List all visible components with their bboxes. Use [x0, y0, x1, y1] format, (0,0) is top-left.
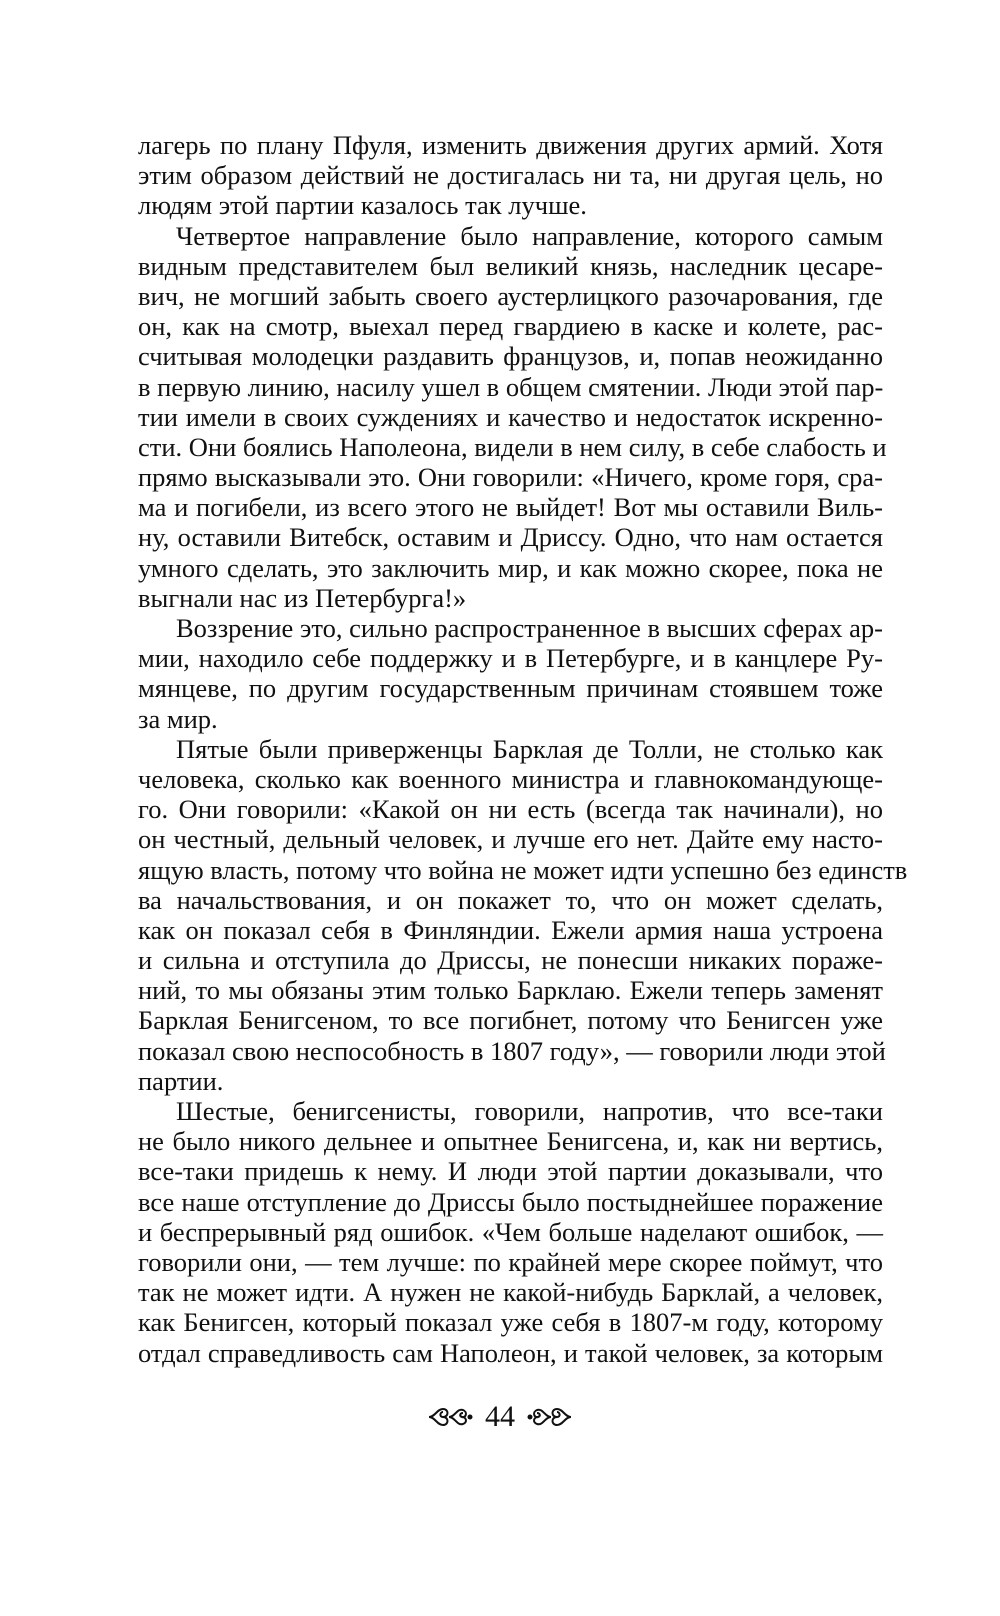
- text-line-11: сти. Они боялись Наполеона, видели в нем силу, в себе слабость и: [138, 431, 887, 462]
- text-line-9: в первую линию, насилу ушел в общем смятении. Люди этой пар-: [138, 371, 884, 402]
- text-line-13: ма и погибели, из всего этого не выйдет! Вот мы оставили Виль-: [138, 492, 883, 523]
- text-line-17: Воззрение это, сильно распространенное в высших сферах ар-: [176, 613, 883, 643]
- text-line-36: все наше отступление до Дриссы было постыднейшее поражение: [138, 1186, 883, 1217]
- text-line-2: этим образом действий не достигалась ни та, ни другая цель, но: [138, 160, 883, 191]
- text-line-15: умного сделать, это заключить мир, и как можно скорее, пока не: [138, 552, 883, 583]
- text-line-27: как он показал себя в Финляндии. Ежели армия наша устроена: [138, 914, 883, 945]
- text-line-29: ний, то мы обязаны этим только Барклаю. Ежели теперь заменят: [138, 975, 883, 1006]
- text-line-1: лагерь по плану Пфуля, изменить движения других армий. Хотя: [138, 130, 883, 160]
- body-text: [138, 130, 908, 1368]
- text-line-35: все-таки придешь к нему. И люди этой партии доказывали, что: [138, 1156, 883, 1187]
- text-line-34: не было никого дельнее и опытнее Бенигсена, и, как ни вертись,: [138, 1126, 883, 1157]
- text-line-40: как Бенигсен, который показал уже себя в 1807-м году, которому: [138, 1307, 883, 1338]
- text-line-23: го. Они говорили: «Какой он ни есть (всегда так начинали), но: [138, 794, 883, 825]
- text-line-32: партии.: [138, 1065, 224, 1096]
- text-line-19: мянцеве, по другим государственным причинам стоявшем тоже: [138, 673, 883, 704]
- text-line-14: ну, оставили Витебск, оставим и Дриссу. Одно, что нам остается: [138, 522, 883, 553]
- text-line-31: показал свою неспособность в 1807 году», — говорили люди этой: [138, 1035, 886, 1066]
- text-line-7: он, как на смотр, выехал перед гвардиею в каске и колете, рас-: [138, 311, 883, 342]
- text-line-12: прямо высказывали это. Они говорили: «Ничего, кроме горя, сра-: [138, 462, 883, 493]
- text-line-21: Пятые были приверженцы Барклая де Толли, не столько как: [176, 733, 883, 764]
- text-line-38: говорили они, — тем лучше: по крайней мере скорее поймут, что: [138, 1246, 883, 1277]
- text-line-10: тии имели в своих суждениях и качество и недостаток искренно-: [138, 401, 883, 432]
- text-line-28: и сильна и отступила до Дриссы, не понесши никаких пораже-: [138, 945, 883, 976]
- text-line-41: отдал справедливость сам Наполеон, и такой человек, за которым: [138, 1337, 883, 1368]
- text-line-6: вич, не могший забыть своего аустерлицкого разочарования, где: [138, 280, 883, 311]
- text-line-5: видным представителем был великий князь, наследник цесаре-: [138, 250, 883, 281]
- right-ornament-icon: [527, 1404, 573, 1430]
- text-line-3: людям этой партии казалось так лучше.: [138, 190, 587, 221]
- text-line-8: считывая молодецки раздавить французов, и, попав неожиданно: [138, 341, 883, 372]
- text-line-16: выгнали нас из Петербурга!»: [138, 582, 467, 613]
- text-line-22: человека, сколько как военного министра и главнокомандующе-: [138, 763, 883, 794]
- text-line-26: ва начальствования, и он покажет то, что он может сделать,: [138, 884, 883, 915]
- text-line-24: он честный, дельный человек, и лучше его нет. Дайте ему насто-: [138, 824, 883, 855]
- page-footer: [0, 1397, 1000, 1437]
- text-line-39: так не может идти. А нужен не какой-нибудь Барклай, а человек,: [138, 1277, 883, 1308]
- text-line-4: Четвертое направление было направление, которого самым: [176, 220, 883, 251]
- text-line-30: Барклая Бенигсеном, то все погибнет, потому что Бенигсен уже: [138, 1005, 883, 1036]
- text-line-33: Шестые, бенигсенисты, говорили, напротив, что все-таки: [176, 1096, 883, 1126]
- page-number: 44: [485, 1400, 515, 1433]
- text-line-20: за мир.: [138, 703, 218, 734]
- text-line-25: ящую власть, потому что война не может идти успешно без единств: [138, 854, 908, 885]
- text-line-37: и беспрерывный ряд ошибок. «Чем больше наделают ошибок, —: [138, 1216, 883, 1247]
- text-line-18: мии, находило себе поддержку и в Петербурге, и в канцлере Ру-: [138, 643, 883, 674]
- left-ornament-icon: [427, 1404, 473, 1430]
